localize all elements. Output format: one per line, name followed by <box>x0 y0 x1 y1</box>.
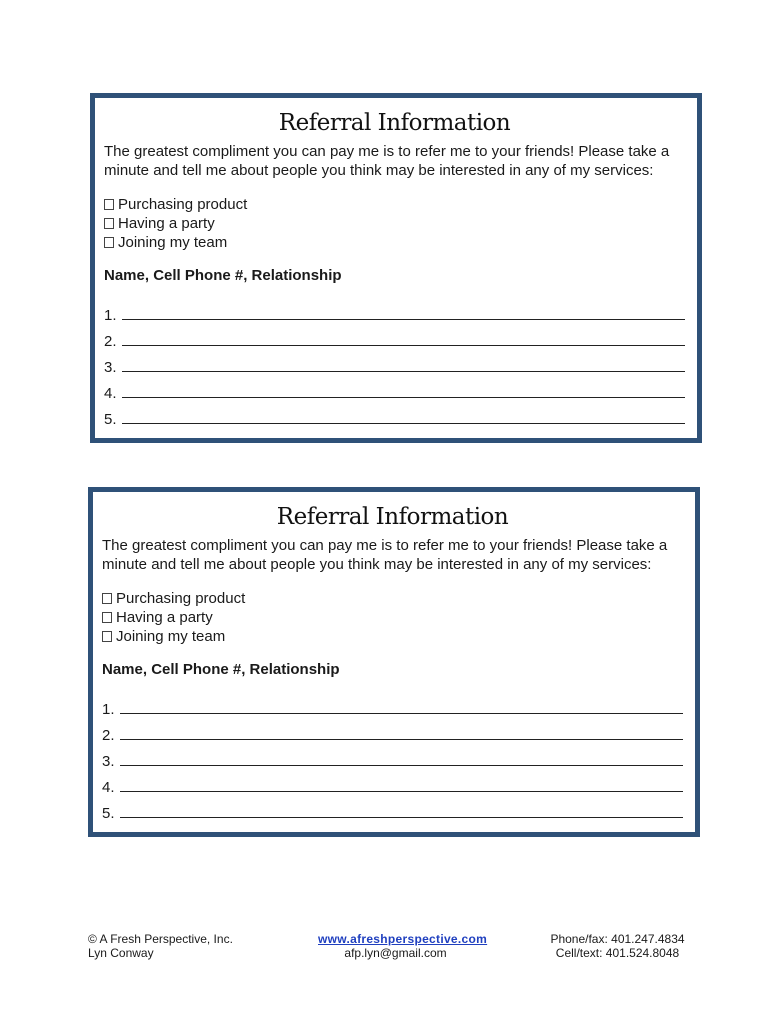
blank-line[interactable] <box>122 383 685 398</box>
referral-line-5[interactable] <box>102 796 683 822</box>
service-options <box>104 195 685 252</box>
copyright-text: © A Fresh Perspective, Inc. <box>88 932 233 946</box>
checkbox[interactable] <box>102 593 112 604</box>
checkbox[interactable] <box>102 612 112 623</box>
checkbox[interactable] <box>104 199 114 210</box>
owner-name: Lyn Conway <box>88 946 154 960</box>
referral-line-4[interactable] <box>104 376 685 402</box>
footer-company <box>88 932 233 960</box>
blank-line[interactable] <box>120 699 683 714</box>
option-label: Having a party <box>118 215 215 232</box>
blank-line[interactable] <box>120 725 683 740</box>
footer-phone <box>545 932 690 960</box>
blank-line[interactable] <box>122 331 685 346</box>
checkbox[interactable] <box>104 237 114 248</box>
line-number: 2. <box>102 727 115 744</box>
option-label: Having a party <box>116 609 213 626</box>
email-text: afp.lyn@gmail.com <box>344 946 447 960</box>
line-number: 1. <box>104 307 117 324</box>
fields-heading: Name, Cell Phone #, Relationship <box>104 267 342 284</box>
intro-text: The greatest compliment you can pay me is to refer me to your friends! Please take a minute and tell me about people you think may be interested in any of my services: <box>102 537 668 573</box>
referral-line-1[interactable] <box>102 692 683 718</box>
option-label: Purchasing product <box>116 590 246 607</box>
referral-line-3[interactable] <box>104 350 685 376</box>
option-party[interactable] <box>104 214 685 233</box>
referral-line-2[interactable] <box>102 718 683 744</box>
referral-line-3[interactable] <box>102 744 683 770</box>
fields-heading: Name, Cell Phone #, Relationship <box>102 661 340 678</box>
line-number: 2. <box>104 333 117 350</box>
referral-card-2 <box>88 487 700 837</box>
blank-line[interactable] <box>120 777 683 792</box>
intro-text: The greatest compliment you can pay me is to refer me to your friends! Please take a minute and tell me about people you think may be interested in any of my services: <box>104 143 670 179</box>
blank-line[interactable] <box>122 409 685 424</box>
phone-fax-text: Phone/fax: 401.247.4834 <box>550 932 685 946</box>
line-number: 3. <box>104 359 117 376</box>
line-number: 1. <box>102 701 115 718</box>
line-number: 3. <box>102 753 115 770</box>
checkbox[interactable] <box>104 218 114 229</box>
option-team[interactable] <box>102 627 683 646</box>
option-purchasing[interactable] <box>104 195 685 214</box>
blank-line[interactable] <box>122 305 685 320</box>
footer-web <box>318 932 488 960</box>
cell-text: Cell/text: 401.524.8048 <box>555 946 680 960</box>
website-link[interactable]: www.afreshperspective.com <box>318 932 488 946</box>
referral-line-5[interactable] <box>104 402 685 428</box>
card-title: Referral Information <box>278 110 511 136</box>
checkbox[interactable] <box>102 631 112 642</box>
line-number: 5. <box>104 411 117 428</box>
option-label: Joining my team <box>118 234 228 251</box>
option-party[interactable] <box>102 608 683 627</box>
blank-line[interactable] <box>120 803 683 818</box>
blank-line[interactable] <box>120 751 683 766</box>
card-title: Referral Information <box>276 504 509 530</box>
line-number: 4. <box>104 385 117 402</box>
line-number: 5. <box>102 805 115 822</box>
option-team[interactable] <box>104 233 685 252</box>
option-label: Purchasing product <box>118 196 248 213</box>
service-options <box>102 589 683 646</box>
referral-line-4[interactable] <box>102 770 683 796</box>
referral-line-1[interactable] <box>104 298 685 324</box>
option-label: Joining my team <box>116 628 226 645</box>
blank-line[interactable] <box>122 357 685 372</box>
line-number: 4. <box>102 779 115 796</box>
referral-card-1 <box>90 93 702 443</box>
referral-line-2[interactable] <box>104 324 685 350</box>
option-purchasing[interactable] <box>102 589 683 608</box>
